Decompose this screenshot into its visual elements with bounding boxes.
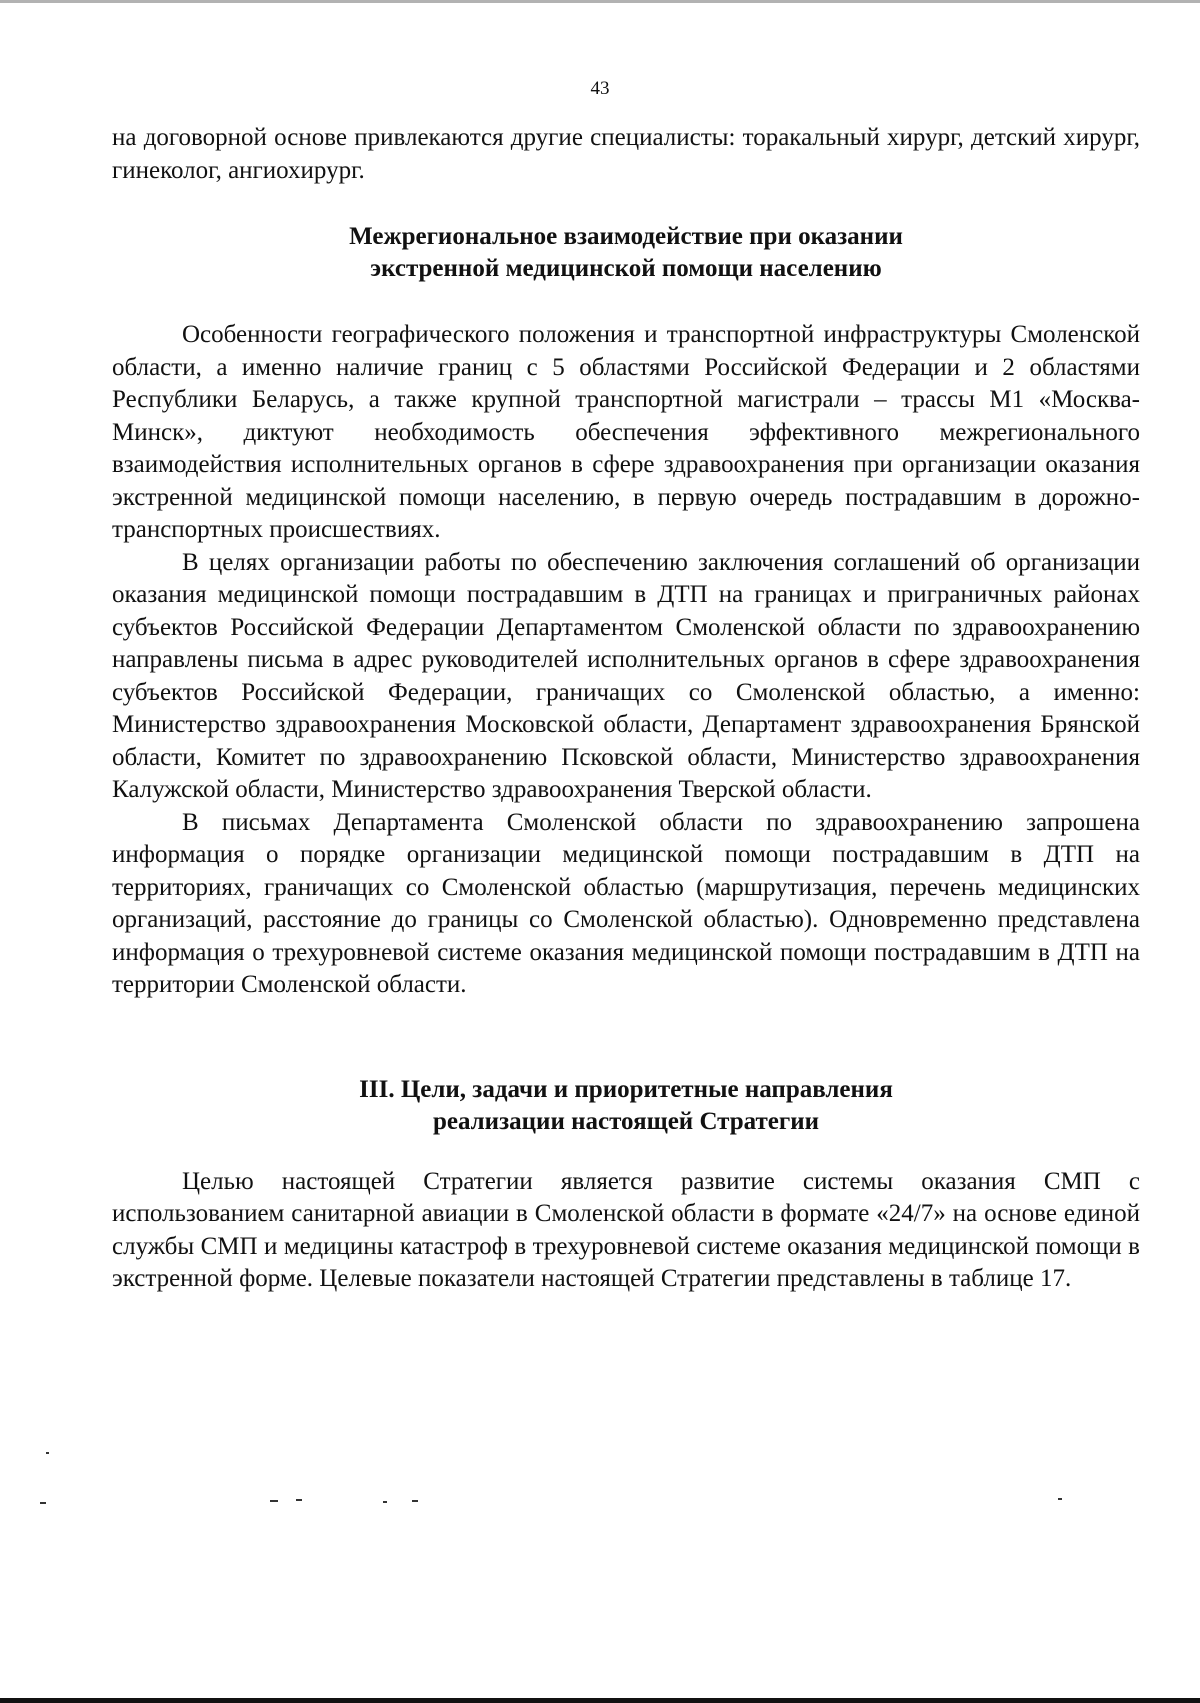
requested-info-paragraph: В письмах Департамента Смоленской области по здравоохранению запрошена информация о порядке организации медицинской помощи пострадавшим в ДТП на территориях, граничащих со Смоленской областью (маршрутизация, перечень медицинских организаций, расстояние до границы со Смоленской областью). Одновременно представлена информация о трехуровневой системе оказания медицинской помощи пострадавшим в ДТП на территории Смоленской области. xyxy=(112,808,1140,998)
scan-speck xyxy=(46,1452,49,1454)
heading-interregional xyxy=(112,221,1140,285)
scan-speck xyxy=(383,1501,387,1503)
page-body xyxy=(112,122,1140,1296)
scan-edge-top xyxy=(0,0,1200,3)
heading-section-3-line1: III. Цели, задачи и приоритетные направления xyxy=(359,1075,893,1103)
page-number: 43 xyxy=(590,78,610,99)
intro-paragraph: на договорной основе привлекаются другие специалисты: торакальный хирург, детский хирург, гинеколог, ангиохирург. xyxy=(112,124,1140,184)
geography-paragraph: Особенности географического положения и транспортной инфраструктуры Смоленской области, а именно наличие границ с 5 областями Российской Федерации и 2 областями Республики Беларусь, а также крупной транспортной магистрали – трассы М1 «Москва-Минск», диктуют необходимость обеспечения эффективного межрегионального взаимодействия исполнительных органов в сфере здравоохранения при организации оказания экстренной медицинской помощи населению, в первую очередь пострадавшим в дорожно-транспортных происшествиях. xyxy=(112,321,1140,543)
scan-speck xyxy=(40,1502,46,1504)
scan-speck xyxy=(412,1500,418,1502)
scan-speck xyxy=(270,1500,278,1502)
scan-speck xyxy=(296,1499,302,1501)
heading-interregional-line1: Межрегиональное взаимодействие при оказании xyxy=(349,223,903,250)
heading-interregional-line2: экстренной медицинской помощи населению xyxy=(370,255,882,282)
letters-paragraph: В целях организации работы по обеспечению заключения соглашений об организации оказания медицинской помощи пострадавшим в ДТП на границах и приграничных районах субъектов Российской Федерации Департаментом Смоленской области по здравоохранению направлены письма в адрес руководителей исполнительных органов в сфере здравоохранения субъектов Российской Федерации, граничащих со Смоленской областью, а именно: Министерство здравоохранения Московской области, Департамент здравоохранения Брянской области, Комитет по здравоохранению Псковской области, Министерство здравоохранения Калужской области, Министерство здравоохранения Тверской области. xyxy=(112,548,1140,803)
scan-speck xyxy=(1058,1498,1062,1500)
heading-section-3 xyxy=(112,1074,1140,1138)
heading-section-3-line2: реализации настоящей Стратегии xyxy=(432,1107,820,1135)
scan-edge-bottom xyxy=(0,1698,1200,1703)
goal-paragraph: Целью настоящей Стратегии является развитие системы оказания СМП с использованием санитарной авиации в Смоленской области в формате «24/7» на основе единой службы СМП и медицины катастроф в трехуровневой системе оказания медицинской помощи в экстренной форме. Целевые показатели настоящей Стратегии представлены в таблице 17. xyxy=(112,1167,1140,1292)
